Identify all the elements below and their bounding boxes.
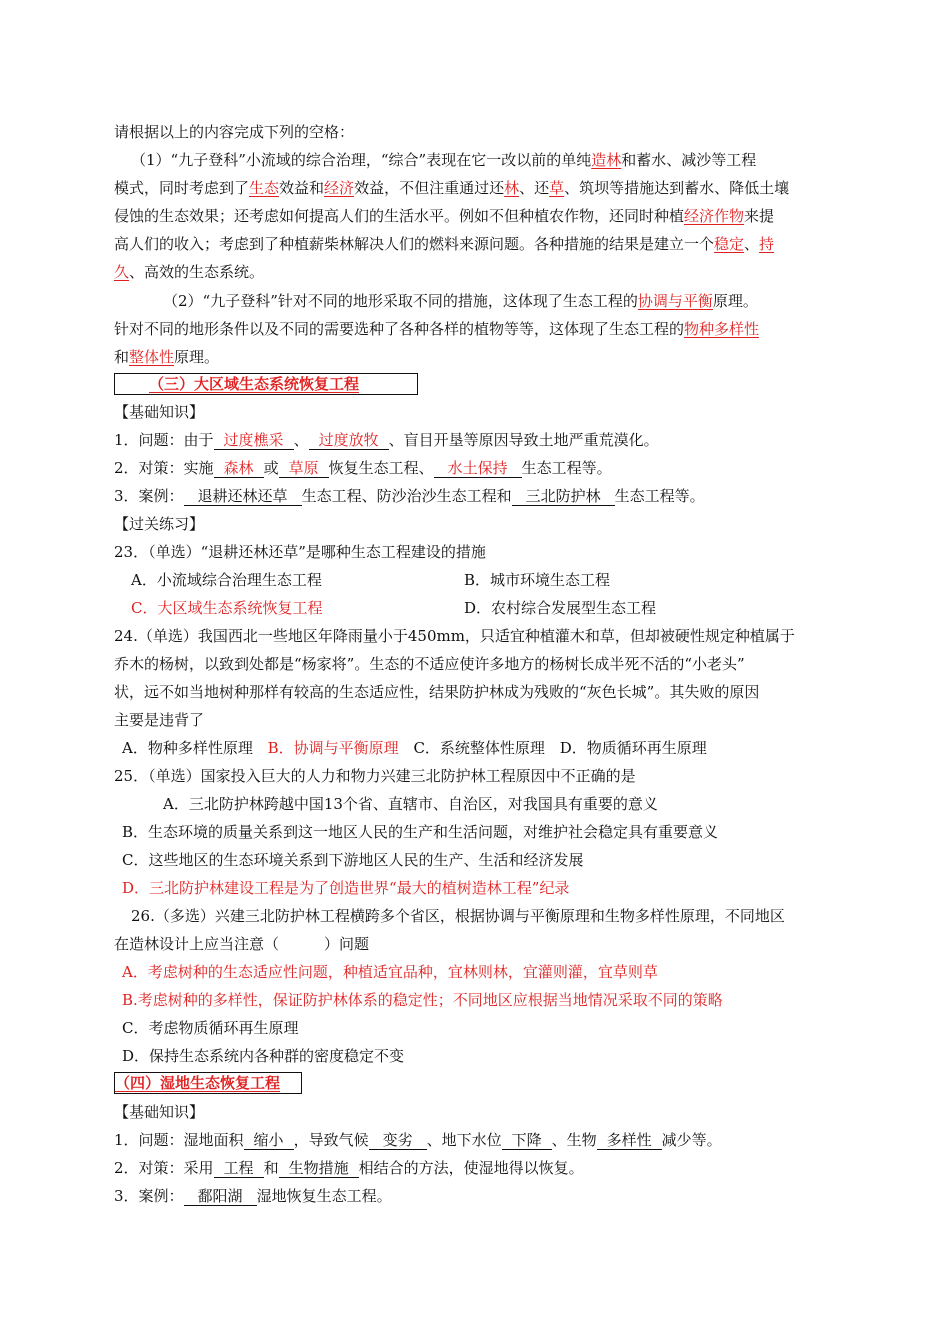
q26-option-a: A．考虑树种的生态适应性问题，种植适宜品种，宜林则林，宜灌则灌，宜草则草 — [122, 963, 658, 981]
q24-option-b: B．协调与平衡原理 — [267, 739, 399, 757]
q2-line-2: 针对不同的地形条件以及不同的需要选种了各种各样的植物等等，这体现了生态工程的物种多样性 — [114, 320, 760, 338]
sec3-knowledge-2: 2．对策：实施 森林 或 草原 恢复生态工程、 水土保持 生态工程等。 — [114, 459, 612, 477]
sec3-knowledge-1: 1．问题：由于 过度樵采 、 过度放牧 、盲目开垦等原因导致土地严重荒漠化。 — [114, 431, 659, 449]
q24-option-d: D．物质循环再生原理 — [559, 739, 707, 757]
answer-wuzhong: 物种多样性 — [684, 320, 760, 338]
q26-option-d: D．保持生态系统内各种群的密度稳定不变 — [122, 1047, 405, 1065]
q25-option-d: D．三北防护林建设工程是为了创造世界“最大的植树造林工程”纪录 — [122, 879, 570, 897]
sec3-basic-label: 【基础知识】 — [114, 403, 205, 421]
q23-option-d: D．农村综合发展型生态工程 — [464, 599, 657, 617]
sec3-practice-label: 【过关练习】 — [114, 515, 205, 533]
q23-stem: 23．（单选）“退耕还林还草”是哪种生态工程建设的措施 — [114, 543, 486, 561]
intro-text: 请根据以上的内容完成下列的空格： — [114, 123, 355, 141]
q1-line-2: 模式，同时考虑到了生态效益和经济效益，不但注重通过还林、还草、筑坝等措施达到蓄水、降低土壤 — [114, 179, 790, 197]
q2-line-3: 和整体性原理。 — [114, 348, 220, 366]
answer-jiu: 久 — [114, 263, 130, 281]
answer-chi: 持 — [759, 235, 775, 253]
q23-option-a: A．小流域综合治理生态工程 — [131, 571, 322, 589]
q1-line-5: 久、高效的生态系统。 — [114, 263, 265, 281]
section-3-heading: （三）大区域生态系统恢复工程 — [114, 373, 418, 395]
q26-option-c: C．考虑物质循环再生原理 — [122, 1019, 299, 1037]
q24-line-4: 主要是违背了 — [114, 711, 205, 729]
answer-lin: 林 — [504, 179, 520, 197]
sec3-knowledge-3: 3．案例： 退耕还林还草 生态工程、防沙治沙生态工程和 三北防护林 生态工程等。 — [114, 487, 705, 505]
q24-option-a: A．物种多样性原理 — [122, 739, 253, 757]
q26-line-1: 26.（多选）兴建三北防护林工程横跨多个省区，根据协调与平衡原理和生物多样性原理，不同地区 — [131, 907, 785, 925]
sec4-knowledge-1: 1．问题：湿地面积 缩小 ，导致气候 变劣 、地下水位 下降 、生物 多样性 减少等。 — [114, 1131, 722, 1149]
q23-option-b: B．城市环境生态工程 — [464, 571, 611, 589]
answer-shengtai: 生态 — [249, 179, 280, 197]
q24-line-3: 状，远不如当地树种那样有较高的生态适应性，结果防护林成为残败的“灰色长城”。其失败的原因 — [114, 683, 760, 701]
answer-zhengtixing: 整体性 — [129, 348, 175, 366]
q1-line-4: 高人们的收入；考虑到了种植薪柴林解决人们的燃料来源问题。各种措施的结果是建立一个稳定、持 — [114, 235, 775, 253]
q24-line-1: 24.（单选）我国西北一些地区年降雨量小于450mm，只适宜种植灌木和草，但却被硬性规定种植属于 — [114, 627, 795, 645]
sec4-knowledge-3: 3．案例： 鄱阳湖 湿地恢复生态工程。 — [114, 1187, 392, 1205]
q26-option-b: B.考虑树种的多样性，保证防护林体系的稳定性；不同地区应根据当地情况采取不同的策略 — [122, 991, 723, 1009]
answer-jingji: 经济 — [324, 179, 355, 197]
q25-option-c: C．这些地区的生态环境关系到下游地区人民的生产、生活和经济发展 — [122, 851, 584, 869]
sec4-knowledge-2: 2．对策：采用 工程 和 生物措施 相结合的方法，使湿地得以恢复。 — [114, 1159, 584, 1177]
section-4-heading: （四）湿地生态恢复工程 — [114, 1072, 302, 1094]
q23-option-c: C．大区域生态系统恢复工程 — [131, 599, 323, 617]
q26-line-2: 在造林设计上应当注意（ ）问题 — [114, 935, 370, 953]
answer-zaolin: 造林 — [591, 151, 622, 169]
q2-line-1: （2）“九子登科”针对不同的地形采取不同的措施，这体现了生态工程的协调与平衡原理。 — [163, 292, 758, 310]
q1-line-1: （1）“九子登科”小流域的综合治理，“综合”表现在它一改以前的单纯造林和蓄水、减沙等工程 — [131, 151, 757, 169]
sec4-basic-label: 【基础知识】 — [114, 1103, 205, 1121]
q24-option-c: C．系统整体性原理 — [413, 739, 545, 757]
q24-line-2: 乔木的杨树，以致到处都是“杨家将”。生态的不适应使许多地方的杨树长成半死不活的“小老头” — [114, 655, 745, 673]
answer-xietiao: 协调与平衡 — [637, 292, 713, 310]
answer-cao: 草 — [549, 179, 565, 197]
q1-line-3: 侵蚀的生态效果；还考虑如何提高人们的生活水平。例如不但种植农作物，还同时种植经济作物来提 — [114, 207, 775, 225]
q24-options — [122, 738, 707, 758]
q25-option-a: A．三北防护林跨越中国13个省、直辖市、自治区，对我国具有重要的意义 — [163, 795, 658, 813]
q25-option-b: B．生态环境的质量关系到这一地区人民的生产和生活问题，对维护社会稳定具有重要意义 — [122, 823, 719, 841]
answer-wending: 稳定 — [714, 235, 745, 253]
answer-jingjizuowu: 经济作物 — [684, 207, 745, 225]
q25-stem: 25．（单选）国家投入巨大的人力和物力兴建三北防护林工程原因中不正确的是 — [114, 767, 636, 785]
